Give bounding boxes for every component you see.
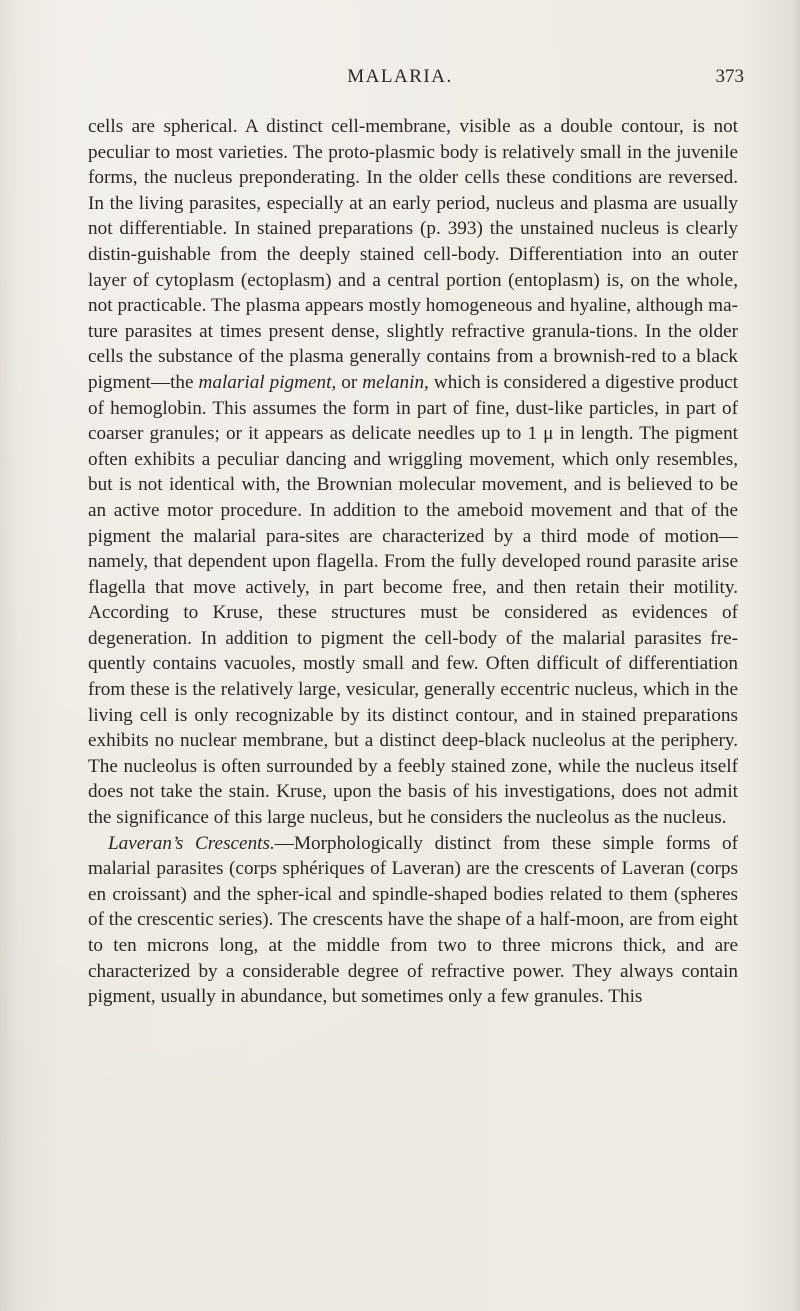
running-head xyxy=(0,66,800,96)
paragraph-text: or xyxy=(336,371,363,393)
section-heading-laverans-crescents: Laveran’s Crescents. xyxy=(108,832,275,854)
page-number: 373 xyxy=(715,66,744,87)
paragraph-text: cells are spherical. A distinct cell-membrane, visible as a double contour, is not peculiar to most varieties. The proto-plasmic body is relatively small in the juvenile forms, the nucleus preponderating. In the older cells these conditions are reversed. In the living parasites, especially at an early period, nucleus and plasma are usually not differentiable. In stained preparations (p. 393) the unstained nucleus is clearly distin-guishable from the deeply stained cell-body. Differentiation into an outer layer of cytoplasm (ectoplasm) and a central portion (entoplasm) is, on the whole, not practicable. The plasma appears mostly homogeneous and hyaline, although ma-ture parasites at times present dense, slightly refractive granula-tions. In the older cells the substance of the plasma generally contains from a brownish-red to a black pigment—the xyxy=(88,116,738,393)
paragraph-laverans-crescents xyxy=(88,831,738,1010)
paragraph-text: —Morphologically distinct from these simple forms of malarial parasites (corps sphériques of Laveran) are the crescents of Laveran (corps en croissant) and the spher-ical and spindle-shaped bodies related to them (spheres of the crescentic series). The crescents have the shape of a half-moon, are from eight to ten microns long, at the middle from two to three microns thick, and are characterized by a considerable degree of refractive power. They always contain pigment, usually in abundance, but sometimes only a few granules. This xyxy=(88,832,739,1008)
running-title: MALARIA. xyxy=(347,66,453,87)
term-melanin: melanin, xyxy=(362,371,429,393)
paragraph-text: which is considered a digestive product of hemoglobin. This assumes the form in part of fine, dust-like particles, in part of coarser granules; or it appears as delicate needles up to 1 μ in length. The pigment often exhibits a peculiar dancing and wriggling movement, which only resembles, but is not identical with, the Brownian molecular movement, and is believed to be an active motor procedure. In addition to the ameboid movement and that of the pigment the malarial para-sites are characterized by a third mode of motion—namely, that dependent upon flagella. From the fully developed round parasite arise flagella that move actively, in part become free, and then retain their motility. According to Kruse, these structures must be considered as evidences of degeneration. In addition to pigment the cell-body of the malarial parasites fre-quently contains vacuoles, mostly small and few. Often difficult of differentiation from these is the relatively large, vesicular, generally eccentric nucleus, which in the living cell is only recognizable by its distinct contour, and in stained preparations exhibits no nuclear membrane, but a distinct deep-black nucleolus at the periphery. The nucleolus is often surrounded by a feebly stained zone, while the nucleus itself does not take the stain. Kruse, upon the basis of his investigations, does not admit the significance of this large nucleus, but he considers the nucleolus as the nucleus. xyxy=(88,371,739,829)
term-malarial-pigment: malarial pigment, xyxy=(198,371,337,393)
paragraph-parasite-structure xyxy=(88,114,738,831)
body-text xyxy=(88,114,738,1010)
